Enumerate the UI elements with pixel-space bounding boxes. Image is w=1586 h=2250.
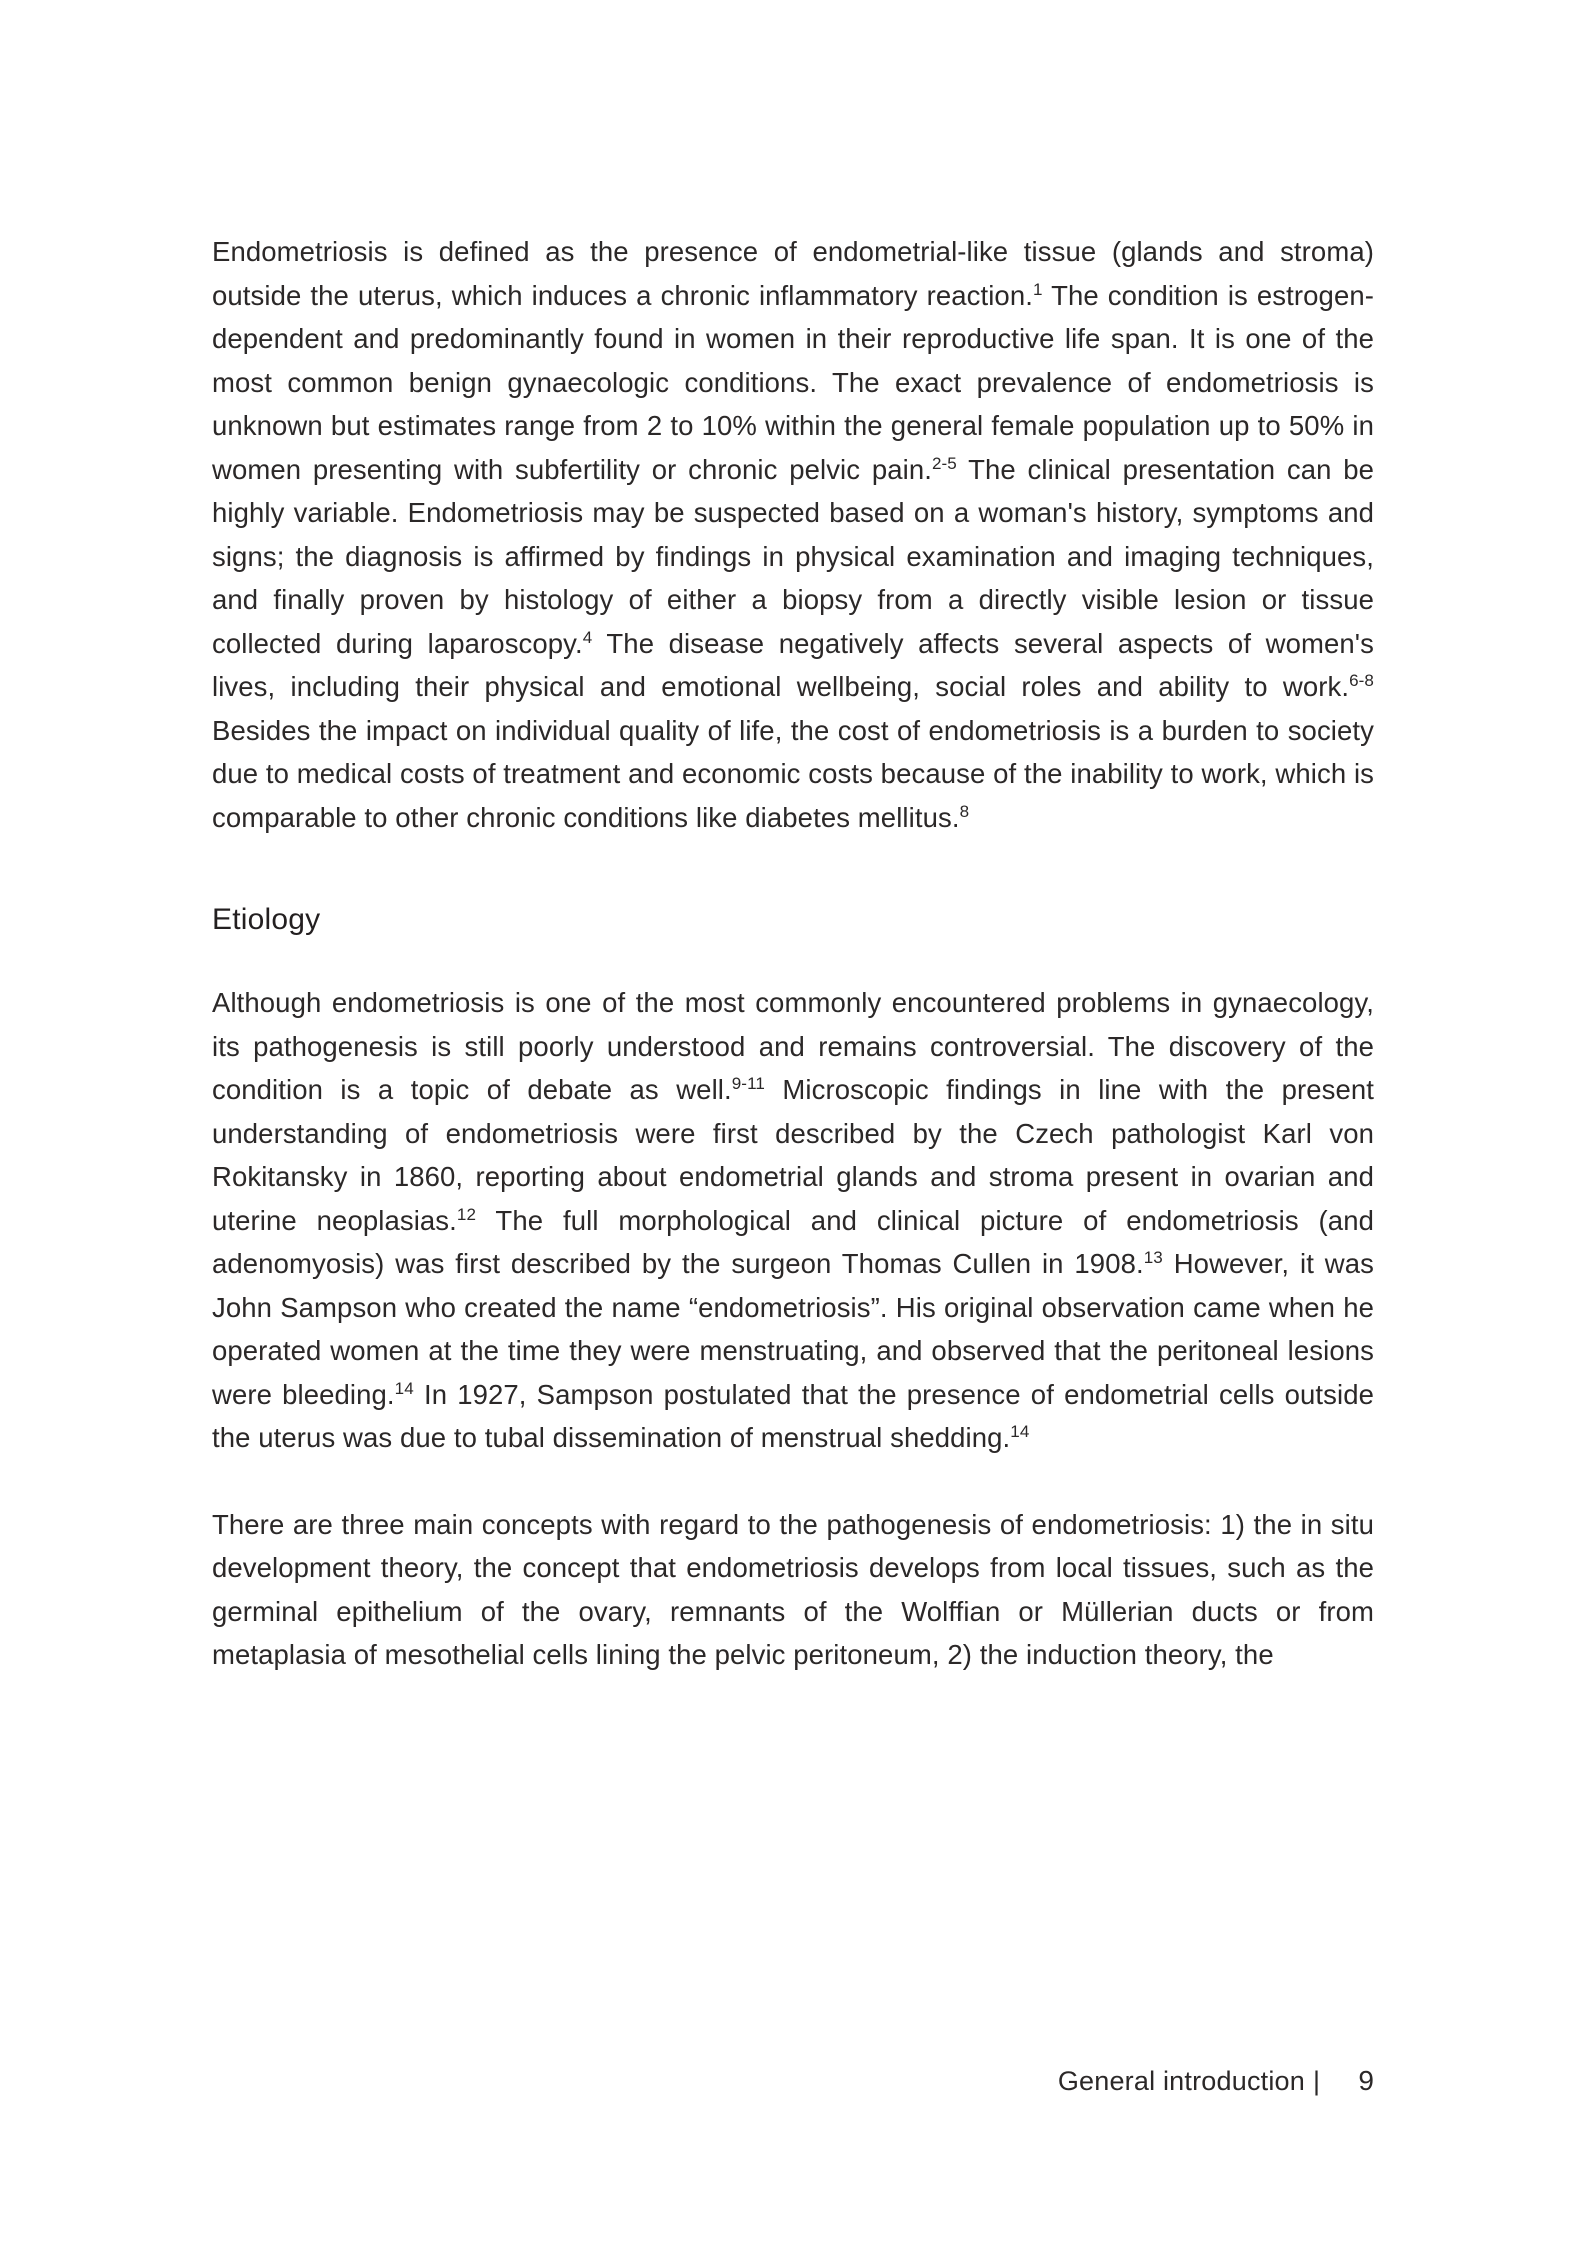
footer-chapter-label: General introduction [1057, 2066, 1305, 2096]
section-heading-etiology: Etiology [212, 903, 321, 936]
intro-paragraph: Endometriosis is defined as the presence of endometrial-like tissue (glands and stroma) outside the uterus, which induces a chronic inflammatory reaction.$^1$ The condition is estrogen-dependent and predominantly found in women in their reproductive life span. It is one of the most common benign gynaecologic conditions. The exact prevalence of endometriosis is unknown but estimates range from 2 to 10% within the general female population up to 50% in women presenting with subfertility or chronic pelvic pain.$^{2-5}$ The clinical presentation can be highly variable. Endometriosis may be suspected based on a woman's history, symptoms and signs; the diagnosis is affirmed by findings in physical examination and imaging techniques, and finally proven by histology of either a biopsy from a directly visible lesion or tissue collected during laparoscopy.$^4$ The disease negatively affects several aspects of women's lives, including their physical and emotional wellbeing, social roles and ability to work.$^{6-8}$ Besides the impact on individual quality of life, the cost of endometriosis is a burden to society due to medical costs of treatment and economic costs because of the inability to work, which is comparable to other chronic conditions like diabetes mellitus.$^8$ [212, 236, 1375, 833]
page-content [212, 230, 1374, 1677]
page-footer [212, 2065, 1374, 2097]
footer-page-number: 9 [1358, 2065, 1374, 2096]
etiology-paragraph-1: Although endometriosis is one of the most commonly encountered problems in gynaecology, its pathogenesis is still poorly understood and remains controversial. The discovery of the condition is a topic of debate as well.$^{9-11}$ Microscopic findings in line with the present understanding of endometriosis were first described by the Czech pathologist Karl von Rokitansky in 1860, reporting about endometrial glands and stroma present in ovarian and uterine neoplasias.$^{12}$ The full morphological and clinical picture of endometriosis (and adenomyosis) was first described by the surgeon Thomas Cullen in 1908.13 However, it was John Sampson who created the name “endometriosis”. His original observation came when he operated women at the time they were menstruating, and observed that the peritoneal lesions were bleeding.$^{14}$ In 1927, Sampson postulated that the presence of endometrial cells outside the uterus was due to tubal dissemination of menstrual shedding.$^{14}$ [212, 987, 1375, 1453]
footer-separator: | [1312, 2066, 1320, 2096]
etiology-paragraph-2: There are three main concepts with regard to the pathogenesis of endometriosis: 1) the in situ development theory, the concept that endometriosis develops from local tissues, such as the germinal epithelium of the ovary, remnants of the Wolffian or Müllerian ducts or from metaplasia of mesothelial cells lining the pelvic peritoneum, 2) the induction theory, the [212, 1508, 1374, 1670]
